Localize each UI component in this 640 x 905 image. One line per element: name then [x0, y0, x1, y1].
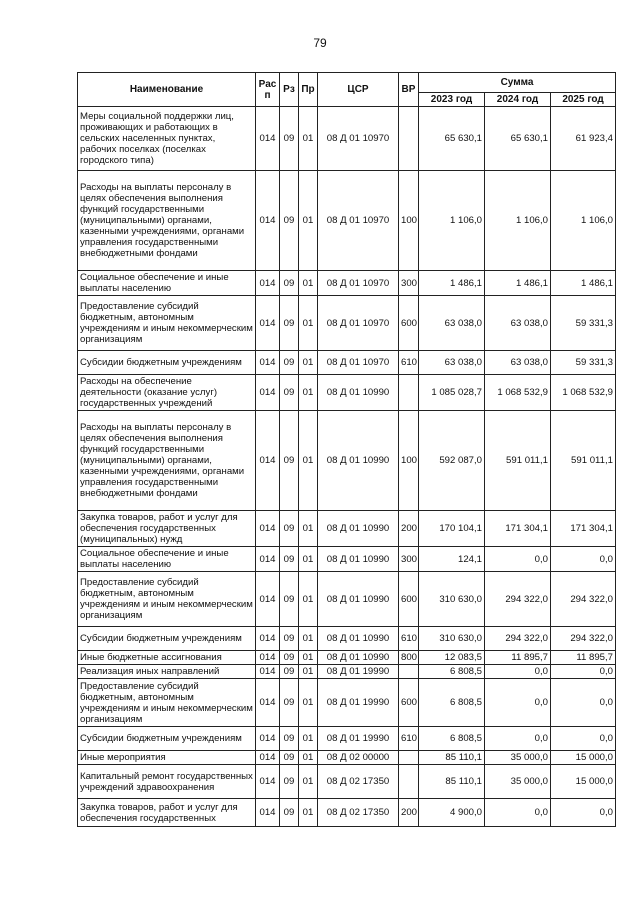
cell-name: Закупка товаров, работ и услуг для обеспечения государственных (муниципальных) нужд: [78, 511, 256, 547]
cell-rz: 09: [280, 271, 299, 296]
cell-2025: 15 000,0: [551, 751, 616, 765]
cell-csr: 08 Д 01 10990: [318, 411, 399, 511]
cell-2023: 592 087,0: [419, 411, 485, 511]
cell-vr: [399, 765, 419, 799]
cell-2025: 0,0: [551, 547, 616, 572]
cell-vr: [399, 751, 419, 765]
header-name: Наименование: [78, 73, 256, 107]
cell-2023: 85 110,1: [419, 751, 485, 765]
table-body: [78, 107, 616, 827]
cell-2025: 294 322,0: [551, 627, 616, 651]
cell-2025: 15 000,0: [551, 765, 616, 799]
cell-rz: 09: [280, 375, 299, 411]
cell-2024: 294 322,0: [485, 572, 551, 627]
cell-name: Капитальный ремонт государственных учреждений здравоохранения: [78, 765, 256, 799]
cell-2024: 63 038,0: [485, 296, 551, 351]
cell-2024: 0,0: [485, 679, 551, 727]
cell-2025: 0,0: [551, 665, 616, 679]
table-row: [78, 171, 616, 271]
cell-2023: 4 900,0: [419, 799, 485, 827]
cell-rz: 09: [280, 765, 299, 799]
cell-2023: 1 085 028,7: [419, 375, 485, 411]
cell-ras: 014: [256, 765, 280, 799]
cell-ras: 014: [256, 651, 280, 665]
cell-csr: 08 Д 01 10990: [318, 572, 399, 627]
cell-csr: 08 Д 01 10990: [318, 511, 399, 547]
cell-name: Меры социальной поддержки лиц, проживающих и работающих в сельских населенных пунктах, рабочих поселках (поселках городского типа): [78, 107, 256, 171]
cell-pr: 01: [299, 727, 318, 751]
cell-rz: 09: [280, 627, 299, 651]
cell-2025: 11 895,7: [551, 651, 616, 665]
header-2024: 2024 год: [485, 93, 551, 107]
cell-pr: 01: [299, 799, 318, 827]
cell-name: Иные бюджетные ассигнования: [78, 651, 256, 665]
cell-2024: 35 000,0: [485, 751, 551, 765]
cell-csr: 08 Д 01 10990: [318, 375, 399, 411]
header-vr: ВР: [399, 73, 419, 107]
cell-2024: 294 322,0: [485, 627, 551, 651]
cell-vr: 300: [399, 547, 419, 572]
cell-name: Социальное обеспечение и иные выплаты населению: [78, 271, 256, 296]
cell-csr: 08 Д 01 10970: [318, 171, 399, 271]
cell-ras: 014: [256, 665, 280, 679]
cell-2024: 65 630,1: [485, 107, 551, 171]
cell-vr: 800: [399, 651, 419, 665]
cell-rz: 09: [280, 351, 299, 375]
cell-vr: [399, 107, 419, 171]
cell-rz: 09: [280, 665, 299, 679]
cell-pr: 01: [299, 296, 318, 351]
cell-2025: 59 331,3: [551, 351, 616, 375]
cell-2025: 0,0: [551, 727, 616, 751]
table-row: [78, 727, 616, 751]
cell-name: Предоставление субсидий бюджетным, автономным учреждениям и иным некоммерческим организациям: [78, 679, 256, 727]
table-row: [78, 799, 616, 827]
header-sum: Сумма: [419, 73, 616, 93]
cell-csr: 08 Д 01 10990: [318, 651, 399, 665]
table-row: [78, 511, 616, 547]
cell-ras: 014: [256, 627, 280, 651]
cell-ras: 014: [256, 511, 280, 547]
header-rz: Рз: [280, 73, 299, 107]
cell-ras: 014: [256, 107, 280, 171]
cell-ras: 014: [256, 751, 280, 765]
cell-name: Расходы на выплаты персоналу в целях обеспечения выполнения функций государственными (муниципальными) органами, казенными учреждениями, органами управления государственными внебюджетными фондами: [78, 411, 256, 511]
cell-rz: 09: [280, 651, 299, 665]
cell-ras: 014: [256, 271, 280, 296]
cell-pr: 01: [299, 271, 318, 296]
cell-name: Социальное обеспечение и иные выплаты населению: [78, 547, 256, 572]
cell-2025: 61 923,4: [551, 107, 616, 171]
cell-2023: 6 808,5: [419, 679, 485, 727]
cell-pr: 01: [299, 171, 318, 271]
cell-2024: 1 486,1: [485, 271, 551, 296]
cell-2023: 6 808,5: [419, 727, 485, 751]
budget-table: [77, 72, 616, 827]
cell-2025: 1 068 532,9: [551, 375, 616, 411]
cell-csr: 08 Д 01 10970: [318, 271, 399, 296]
page-number: 79: [313, 36, 327, 50]
table-row: [78, 679, 616, 727]
cell-vr: 600: [399, 679, 419, 727]
header-csr: ЦСР: [318, 73, 399, 107]
header-ras: Рас п: [256, 73, 280, 107]
cell-name: Реализация иных направлений: [78, 665, 256, 679]
cell-ras: 014: [256, 411, 280, 511]
cell-ras: 014: [256, 679, 280, 727]
cell-rz: 09: [280, 511, 299, 547]
cell-pr: 01: [299, 627, 318, 651]
cell-pr: 01: [299, 511, 318, 547]
cell-rz: 09: [280, 799, 299, 827]
cell-ras: 014: [256, 375, 280, 411]
table-row: [78, 651, 616, 665]
cell-rz: 09: [280, 107, 299, 171]
table-row: [78, 751, 616, 765]
cell-name: Расходы на выплаты персоналу в целях обеспечения выполнения функций государственными (муниципальными) органами, казенными учреждениями, органами управления государственными внебюджетными фондами: [78, 171, 256, 271]
table-row: [78, 271, 616, 296]
cell-2024: 0,0: [485, 799, 551, 827]
cell-2025: 294 322,0: [551, 572, 616, 627]
cell-csr: 08 Д 02 17350: [318, 765, 399, 799]
cell-2024: 63 038,0: [485, 351, 551, 375]
cell-ras: 014: [256, 572, 280, 627]
cell-ras: 014: [256, 171, 280, 271]
header-pr: Пр: [299, 73, 318, 107]
cell-2024: 0,0: [485, 665, 551, 679]
cell-2023: 85 110,1: [419, 765, 485, 799]
cell-rz: 09: [280, 296, 299, 351]
cell-rz: 09: [280, 547, 299, 572]
cell-vr: 600: [399, 296, 419, 351]
cell-vr: 610: [399, 351, 419, 375]
cell-vr: 600: [399, 572, 419, 627]
table-row: [78, 665, 616, 679]
cell-2024: 591 011,1: [485, 411, 551, 511]
cell-rz: 09: [280, 171, 299, 271]
cell-vr: 100: [399, 411, 419, 511]
cell-2024: 1 068 532,9: [485, 375, 551, 411]
cell-2025: 591 011,1: [551, 411, 616, 511]
cell-2025: 0,0: [551, 799, 616, 827]
cell-name: Предоставление субсидий бюджетным, автономным учреждениям и иным некоммерческим организациям: [78, 296, 256, 351]
cell-2024: 35 000,0: [485, 765, 551, 799]
cell-ras: 014: [256, 351, 280, 375]
table-row: [78, 375, 616, 411]
cell-pr: 01: [299, 679, 318, 727]
table-row: [78, 351, 616, 375]
cell-ras: 014: [256, 547, 280, 572]
cell-2024: 0,0: [485, 727, 551, 751]
cell-pr: 01: [299, 651, 318, 665]
cell-pr: 01: [299, 572, 318, 627]
cell-2025: 0,0: [551, 679, 616, 727]
cell-2023: 124,1: [419, 547, 485, 572]
cell-vr: [399, 665, 419, 679]
cell-csr: 08 Д 01 10970: [318, 351, 399, 375]
cell-name: Субсидии бюджетным учреждениям: [78, 351, 256, 375]
cell-rz: 09: [280, 751, 299, 765]
header-2025: 2025 год: [551, 93, 616, 107]
cell-2024: 171 304,1: [485, 511, 551, 547]
cell-2023: 12 083,5: [419, 651, 485, 665]
cell-name: Субсидии бюджетным учреждениям: [78, 727, 256, 751]
cell-rz: 09: [280, 679, 299, 727]
cell-2025: 1 486,1: [551, 271, 616, 296]
cell-2025: 1 106,0: [551, 171, 616, 271]
header-2023: 2023 год: [419, 93, 485, 107]
table-row: [78, 627, 616, 651]
cell-2023: 63 038,0: [419, 351, 485, 375]
cell-pr: 01: [299, 547, 318, 572]
cell-pr: 01: [299, 107, 318, 171]
cell-rz: 09: [280, 572, 299, 627]
cell-csr: 08 Д 02 00000: [318, 751, 399, 765]
cell-2025: 171 304,1: [551, 511, 616, 547]
cell-2023: 65 630,1: [419, 107, 485, 171]
table-row: [78, 411, 616, 511]
cell-ras: 014: [256, 727, 280, 751]
cell-csr: 08 Д 01 19990: [318, 679, 399, 727]
cell-ras: 014: [256, 799, 280, 827]
cell-vr: 300: [399, 271, 419, 296]
cell-name: Закупка товаров, работ и услуг для обеспечения государственных: [78, 799, 256, 827]
table-row: [78, 547, 616, 572]
cell-name: Предоставление субсидий бюджетным, автономным учреждениям и иным некоммерческим организациям: [78, 572, 256, 627]
cell-csr: 08 Д 01 10970: [318, 107, 399, 171]
cell-2023: 63 038,0: [419, 296, 485, 351]
cell-vr: 100: [399, 171, 419, 271]
cell-2025: 59 331,3: [551, 296, 616, 351]
cell-pr: 01: [299, 375, 318, 411]
cell-pr: 01: [299, 411, 318, 511]
cell-rz: 09: [280, 411, 299, 511]
table-row: [78, 572, 616, 627]
cell-2024: 0,0: [485, 547, 551, 572]
table-row: [78, 765, 616, 799]
cell-2023: 1 486,1: [419, 271, 485, 296]
cell-2023: 310 630,0: [419, 627, 485, 651]
cell-2023: 310 630,0: [419, 572, 485, 627]
cell-csr: 08 Д 01 10990: [318, 547, 399, 572]
cell-2023: 170 104,1: [419, 511, 485, 547]
cell-csr: 08 Д 01 10970: [318, 296, 399, 351]
cell-csr: 08 Д 01 10990: [318, 627, 399, 651]
cell-pr: 01: [299, 765, 318, 799]
cell-csr: 08 Д 01 19990: [318, 665, 399, 679]
cell-name: Субсидии бюджетным учреждениям: [78, 627, 256, 651]
cell-2023: 6 808,5: [419, 665, 485, 679]
cell-name: Иные мероприятия: [78, 751, 256, 765]
cell-pr: 01: [299, 751, 318, 765]
cell-ras: 014: [256, 296, 280, 351]
cell-pr: 01: [299, 665, 318, 679]
cell-csr: 08 Д 02 17350: [318, 799, 399, 827]
cell-csr: 08 Д 01 19990: [318, 727, 399, 751]
table-row: [78, 296, 616, 351]
cell-name: Расходы на обеспечение деятельности (оказание услуг) государственных учреждений: [78, 375, 256, 411]
cell-pr: 01: [299, 351, 318, 375]
cell-vr: 200: [399, 799, 419, 827]
table-row: [78, 107, 616, 171]
cell-vr: 610: [399, 727, 419, 751]
cell-vr: [399, 375, 419, 411]
cell-vr: 200: [399, 511, 419, 547]
cell-2024: 1 106,0: [485, 171, 551, 271]
cell-2023: 1 106,0: [419, 171, 485, 271]
cell-2024: 11 895,7: [485, 651, 551, 665]
cell-vr: 610: [399, 627, 419, 651]
cell-rz: 09: [280, 727, 299, 751]
